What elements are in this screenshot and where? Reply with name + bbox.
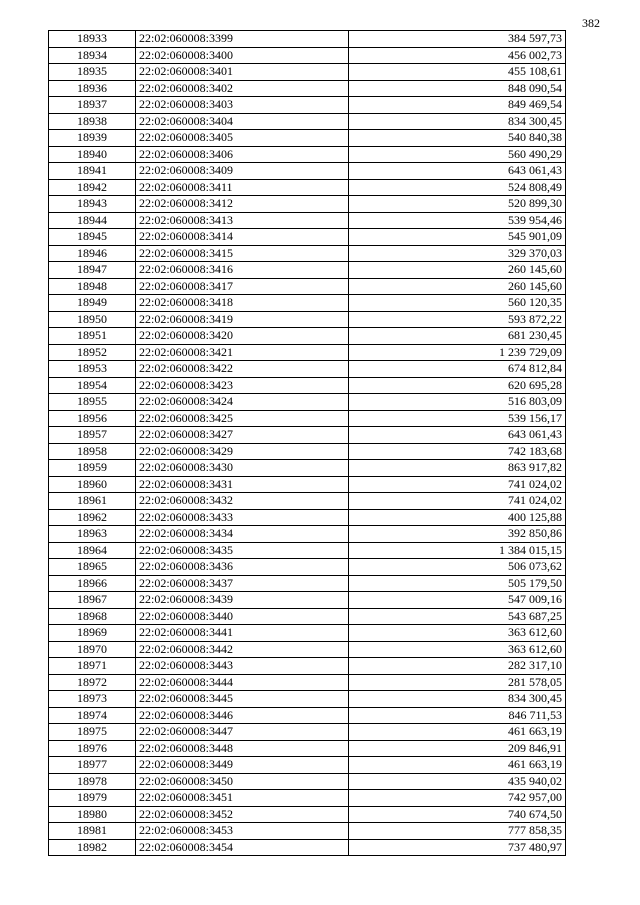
row-number-cell: 18936 [49, 80, 136, 97]
cadastral-value-cell: 740 674,50 [349, 806, 566, 823]
row-number-cell: 18933 [49, 31, 136, 48]
row-number-cell: 18970 [49, 641, 136, 658]
cadastral-value-cell: 863 917,82 [349, 460, 566, 477]
cadastral-number-cell: 22:02:060008:3404 [136, 113, 349, 130]
table-row [49, 790, 566, 807]
cadastral-number-cell: 22:02:060008:3445 [136, 691, 349, 708]
row-number-cell: 18940 [49, 146, 136, 163]
cadastral-value-cell: 539 156,17 [349, 410, 566, 427]
cadastral-value-cell: 777 858,35 [349, 823, 566, 840]
cadastral-number-cell: 22:02:060008:3435 [136, 542, 349, 559]
row-number-cell: 18946 [49, 245, 136, 262]
cadastral-value-cell: 524 808,49 [349, 179, 566, 196]
cadastral-number-cell: 22:02:060008:3450 [136, 773, 349, 790]
cadastral-value-cell: 435 940,02 [349, 773, 566, 790]
table-row [49, 724, 566, 741]
row-number-cell: 18979 [49, 790, 136, 807]
table-row [49, 113, 566, 130]
table-row [49, 427, 566, 444]
table-row [49, 146, 566, 163]
table-row [49, 707, 566, 724]
row-number-cell: 18974 [49, 707, 136, 724]
cadastral-number-cell: 22:02:060008:3420 [136, 328, 349, 345]
table-row [49, 130, 566, 147]
row-number-cell: 18978 [49, 773, 136, 790]
row-number-cell: 18948 [49, 278, 136, 295]
cadastral-number-cell: 22:02:060008:3423 [136, 377, 349, 394]
cadastral-number-cell: 22:02:060008:3424 [136, 394, 349, 411]
cadastral-value-cell: 543 687,25 [349, 608, 566, 625]
cadastral-value-cell: 834 300,45 [349, 691, 566, 708]
cadastral-number-cell: 22:02:060008:3415 [136, 245, 349, 262]
cadastral-number-cell: 22:02:060008:3412 [136, 196, 349, 213]
cadastral-number-cell: 22:02:060008:3441 [136, 625, 349, 642]
cadastral-number-cell: 22:02:060008:3409 [136, 163, 349, 180]
table-row [49, 691, 566, 708]
table-row [49, 64, 566, 81]
row-number-cell: 18947 [49, 262, 136, 279]
cadastral-value-cell: 737 480,97 [349, 839, 566, 856]
table-row [49, 476, 566, 493]
row-number-cell: 18959 [49, 460, 136, 477]
table-row [49, 47, 566, 64]
row-number-cell: 18960 [49, 476, 136, 493]
row-number-cell: 18971 [49, 658, 136, 675]
table-row [49, 80, 566, 97]
row-number-cell: 18965 [49, 559, 136, 576]
cadastral-value-cell: 560 490,29 [349, 146, 566, 163]
cadastral-value-cell: 1 239 729,09 [349, 344, 566, 361]
cadastral-number-cell: 22:02:060008:3413 [136, 212, 349, 229]
cadastral-value-cell: 848 090,54 [349, 80, 566, 97]
cadastral-value-cell: 461 663,19 [349, 757, 566, 774]
cadastral-value-cell: 593 872,22 [349, 311, 566, 328]
cadastral-value-cell: 209 846,91 [349, 740, 566, 757]
cadastral-value-cell: 282 317,10 [349, 658, 566, 675]
table-row [49, 31, 566, 48]
table-row [49, 641, 566, 658]
row-number-cell: 18951 [49, 328, 136, 345]
cadastral-number-cell: 22:02:060008:3416 [136, 262, 349, 279]
table-row [49, 212, 566, 229]
cadastral-number-cell: 22:02:060008:3443 [136, 658, 349, 675]
table-row [49, 163, 566, 180]
row-number-cell: 18963 [49, 526, 136, 543]
page-number: 382 [582, 16, 600, 30]
cadastral-number-cell: 22:02:060008:3440 [136, 608, 349, 625]
cadastral-number-cell: 22:02:060008:3454 [136, 839, 349, 856]
cadastral-value-cell: 329 370,03 [349, 245, 566, 262]
cadastral-value-cell: 560 120,35 [349, 295, 566, 312]
cadastral-value-cell: 400 125,88 [349, 509, 566, 526]
table-row [49, 179, 566, 196]
cadastral-value-cell: 674 812,84 [349, 361, 566, 378]
table-row [49, 806, 566, 823]
cadastral-number-cell: 22:02:060008:3447 [136, 724, 349, 741]
row-number-cell: 18972 [49, 674, 136, 691]
cadastral-value-cell: 363 612,60 [349, 641, 566, 658]
row-number-cell: 18934 [49, 47, 136, 64]
cadastral-number-cell: 22:02:060008:3414 [136, 229, 349, 246]
table-row [49, 460, 566, 477]
cadastral-number-cell: 22:02:060008:3403 [136, 97, 349, 114]
cadastral-number-cell: 22:02:060008:3439 [136, 592, 349, 609]
cadastral-number-cell: 22:02:060008:3400 [136, 47, 349, 64]
table-row [49, 559, 566, 576]
row-number-cell: 18944 [49, 212, 136, 229]
cadastral-number-cell: 22:02:060008:3449 [136, 757, 349, 774]
cadastral-number-cell: 22:02:060008:3399 [136, 31, 349, 48]
table-row [49, 344, 566, 361]
cadastral-number-cell: 22:02:060008:3431 [136, 476, 349, 493]
cadastral-number-cell: 22:02:060008:3446 [136, 707, 349, 724]
cadastral-number-cell: 22:02:060008:3432 [136, 493, 349, 510]
row-number-cell: 18964 [49, 542, 136, 559]
cadastral-value-cell: 461 663,19 [349, 724, 566, 741]
table-row [49, 361, 566, 378]
cadastral-number-cell: 22:02:060008:3429 [136, 443, 349, 460]
cadastral-value-cell: 643 061,43 [349, 427, 566, 444]
row-number-cell: 18961 [49, 493, 136, 510]
row-number-cell: 18943 [49, 196, 136, 213]
row-number-cell: 18955 [49, 394, 136, 411]
table-row [49, 839, 566, 856]
row-number-cell: 18975 [49, 724, 136, 741]
table-row [49, 229, 566, 246]
cadastral-number-cell: 22:02:060008:3417 [136, 278, 349, 295]
cadastral-value-cell: 539 954,46 [349, 212, 566, 229]
table-row [49, 493, 566, 510]
table-row [49, 674, 566, 691]
table-row [49, 658, 566, 675]
row-number-cell: 18980 [49, 806, 136, 823]
cadastral-value-cell: 849 469,54 [349, 97, 566, 114]
row-number-cell: 18976 [49, 740, 136, 757]
cadastral-value-cell: 281 578,05 [349, 674, 566, 691]
cadastral-number-cell: 22:02:060008:3405 [136, 130, 349, 147]
cadastral-number-cell: 22:02:060008:3427 [136, 427, 349, 444]
cadastral-number-cell: 22:02:060008:3448 [136, 740, 349, 757]
cadastral-value-cell: 455 108,61 [349, 64, 566, 81]
cadastral-value-cell: 260 145,60 [349, 262, 566, 279]
cadastral-value-cell: 547 009,16 [349, 592, 566, 609]
cadastral-number-cell: 22:02:060008:3430 [136, 460, 349, 477]
cadastral-value-cell: 545 901,09 [349, 229, 566, 246]
row-number-cell: 18953 [49, 361, 136, 378]
table-row [49, 377, 566, 394]
table-row [49, 740, 566, 757]
row-number-cell: 18954 [49, 377, 136, 394]
cadastral-value-cell: 741 024,02 [349, 476, 566, 493]
row-number-cell: 18941 [49, 163, 136, 180]
cadastral-value-cell: 681 230,45 [349, 328, 566, 345]
cadastral-value-cell: 1 384 015,15 [349, 542, 566, 559]
cadastral-number-cell: 22:02:060008:3442 [136, 641, 349, 658]
table-row [49, 278, 566, 295]
row-number-cell: 18968 [49, 608, 136, 625]
cadastral-number-cell: 22:02:060008:3452 [136, 806, 349, 823]
table-row [49, 509, 566, 526]
table-row [49, 443, 566, 460]
row-number-cell: 18982 [49, 839, 136, 856]
row-number-cell: 18969 [49, 625, 136, 642]
cadastral-value-cell: 384 597,73 [349, 31, 566, 48]
row-number-cell: 18937 [49, 97, 136, 114]
table-row [49, 575, 566, 592]
table-row [49, 773, 566, 790]
cadastral-value-cell: 363 612,60 [349, 625, 566, 642]
cadastral-value-cell: 742 183,68 [349, 443, 566, 460]
row-number-cell: 18942 [49, 179, 136, 196]
row-number-cell: 18977 [49, 757, 136, 774]
row-number-cell: 18939 [49, 130, 136, 147]
table-row [49, 311, 566, 328]
row-number-cell: 18966 [49, 575, 136, 592]
row-number-cell: 18956 [49, 410, 136, 427]
cadastral-value-cell: 506 073,62 [349, 559, 566, 576]
cadastral-value-cell: 516 803,09 [349, 394, 566, 411]
table-row [49, 97, 566, 114]
cadastral-value-cell: 540 840,38 [349, 130, 566, 147]
cadastral-number-cell: 22:02:060008:3437 [136, 575, 349, 592]
row-number-cell: 18981 [49, 823, 136, 840]
cadastral-number-cell: 22:02:060008:3425 [136, 410, 349, 427]
cadastral-value-cell: 520 899,30 [349, 196, 566, 213]
table-row [49, 608, 566, 625]
table-body [49, 31, 566, 856]
cadastral-number-cell: 22:02:060008:3418 [136, 295, 349, 312]
table-row [49, 328, 566, 345]
cadastral-value-cell: 846 711,53 [349, 707, 566, 724]
cadastral-number-cell: 22:02:060008:3421 [136, 344, 349, 361]
cadastral-value-cell: 392 850,86 [349, 526, 566, 543]
row-number-cell: 18949 [49, 295, 136, 312]
row-number-cell: 18952 [49, 344, 136, 361]
cadastral-number-cell: 22:02:060008:3411 [136, 179, 349, 196]
row-number-cell: 18958 [49, 443, 136, 460]
table-row [49, 295, 566, 312]
cadastral-value-cell: 643 061,43 [349, 163, 566, 180]
cadastral-value-cell: 260 145,60 [349, 278, 566, 295]
cadastral-number-cell: 22:02:060008:3422 [136, 361, 349, 378]
cadastral-number-cell: 22:02:060008:3419 [136, 311, 349, 328]
cadastral-value-cell: 741 024,02 [349, 493, 566, 510]
row-number-cell: 18973 [49, 691, 136, 708]
cadastral-number-cell: 22:02:060008:3436 [136, 559, 349, 576]
cadastral-number-cell: 22:02:060008:3433 [136, 509, 349, 526]
table-row [49, 592, 566, 609]
row-number-cell: 18957 [49, 427, 136, 444]
table-row [49, 526, 566, 543]
table-row [49, 757, 566, 774]
table-row [49, 394, 566, 411]
table-row [49, 823, 566, 840]
cadastral-value-cell: 620 695,28 [349, 377, 566, 394]
cadastral-number-cell: 22:02:060008:3444 [136, 674, 349, 691]
cadastral-value-cell: 505 179,50 [349, 575, 566, 592]
cadastral-value-cell: 742 957,00 [349, 790, 566, 807]
table-row [49, 196, 566, 213]
cadastral-value-cell: 456 002,73 [349, 47, 566, 64]
table-row [49, 410, 566, 427]
cadastral-number-cell: 22:02:060008:3434 [136, 526, 349, 543]
row-number-cell: 18938 [49, 113, 136, 130]
cadastral-number-cell: 22:02:060008:3406 [136, 146, 349, 163]
row-number-cell: 18935 [49, 64, 136, 81]
table-row [49, 245, 566, 262]
cadastral-number-cell: 22:02:060008:3402 [136, 80, 349, 97]
table-row [49, 262, 566, 279]
cadastral-number-cell: 22:02:060008:3453 [136, 823, 349, 840]
cadastral-value-table [48, 30, 566, 856]
row-number-cell: 18962 [49, 509, 136, 526]
row-number-cell: 18950 [49, 311, 136, 328]
cadastral-number-cell: 22:02:060008:3451 [136, 790, 349, 807]
table-row [49, 542, 566, 559]
cadastral-number-cell: 22:02:060008:3401 [136, 64, 349, 81]
row-number-cell: 18945 [49, 229, 136, 246]
table-row [49, 625, 566, 642]
cadastral-value-cell: 834 300,45 [349, 113, 566, 130]
row-number-cell: 18967 [49, 592, 136, 609]
